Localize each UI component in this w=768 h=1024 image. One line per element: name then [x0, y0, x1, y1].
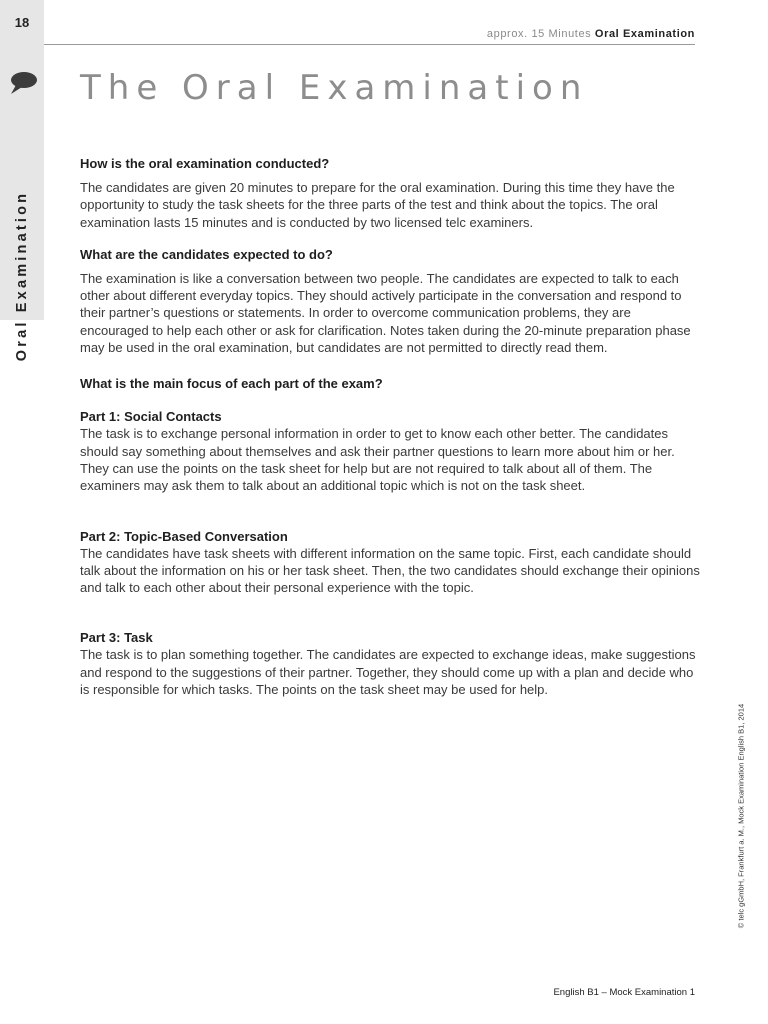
header-rule — [44, 44, 695, 45]
copyright-notice: © telc gGmbH, Frankfurt a. M., Mock Examination English B1, 2014 — [736, 703, 746, 929]
question-heading: What are the candidates expected to do? — [80, 246, 333, 262]
paragraph: The candidates have task sheets with different information on the same topic. First, each candidate should talk about the information on his or her task sheet. Then, the two candidates should exchange their opinions and talk to each other about their personal experience with the topic. — [80, 545, 700, 596]
question-heading: How is the oral examination conducted? — [80, 156, 330, 171]
part-heading: Part 2: Topic-Based Conversation — [80, 528, 288, 544]
header-duration: approx. 15 Minutes — [486, 28, 592, 40]
paragraph: The task is to plan something together. The candidates are expected to exchange ideas, make suggestions and respond to the suggestions of their partner. Together, they should come up with a plan and decide who is responsible for which tasks. The points on the task sheet may be used for help. — [80, 647, 696, 698]
running-header — [487, 28, 695, 40]
section-side-label: Oral Examination — [14, 190, 30, 362]
page-number: 18 — [0, 0, 44, 44]
page-footer: English B1 – Mock Examination 1 — [553, 987, 695, 998]
speech-bubble-icon — [8, 70, 38, 96]
paragraph: The examination is like a conversation between two people. The candidates are expected to talk to each other about different everyday topics. They should actively participate in the conversation and respond to their partner’s questions or statements. In order to overcome communication problems, they are encouraged to help each other or ask for clarification. Notes taken during the 20-minute preparation phase may be used in the oral examination, but candidates are not permitted to directly read them. — [80, 270, 691, 356]
header-section: Oral Examination — [594, 28, 695, 40]
paragraph: The candidates are given 20 minutes to prepare for the oral examination. During this time they have the opportunity to study the task sheets for the three parts of the test and think about the topics. The oral examination lasts 15 minutes and is conducted by two licensed telc examiners. — [80, 180, 675, 230]
part-heading: Part 1: Social Contacts — [80, 409, 222, 425]
sidebar-tab — [0, 44, 44, 362]
part-heading: Part 3: Task — [80, 630, 153, 646]
page-title: The Oral Examination — [80, 68, 589, 108]
main-content — [80, 155, 700, 698]
paragraph: The task is to exchange personal information in order to get to know each other better. The candidates should say something about themselves and ask their partner questions to learn more about him or her. They can use the points on the task sheet for help but are not required to talk about all of them. The examiners may ask them to talk about an additional topic which is not on the task sheet. — [80, 426, 675, 494]
question-heading: What is the main focus of each part of the exam? — [80, 376, 383, 392]
